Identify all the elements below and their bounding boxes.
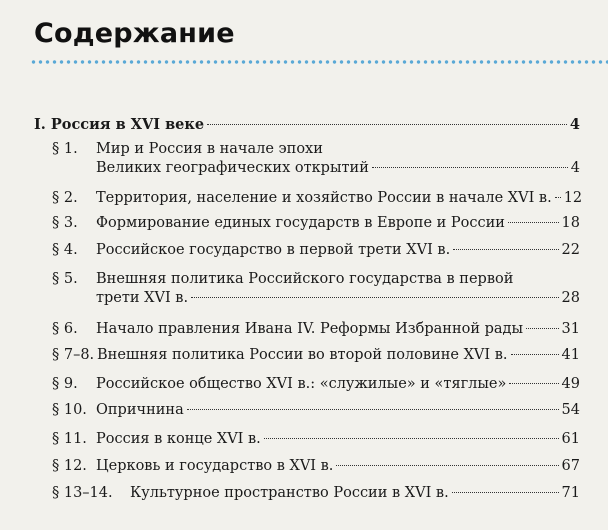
toc-entry[interactable]	[0, 430, 608, 449]
section-number: § 6.	[52, 321, 78, 337]
part-label: I. Россия в XVI веке	[34, 116, 205, 133]
page-number: 28	[561, 290, 580, 306]
page-title: Содержание	[34, 18, 235, 49]
page-number: 31	[561, 321, 580, 337]
page-number: 4	[569, 116, 580, 133]
section-title-line: Российское государство в первой трети XVI в.	[96, 242, 451, 258]
title-dotted-rule	[30, 58, 608, 66]
toc-entry[interactable]	[0, 320, 608, 339]
page-number: 54	[561, 402, 580, 418]
section-title	[96, 430, 580, 449]
section-number: § 7–8.	[52, 347, 95, 363]
section-title-line: Церковь и государство в XVI в.	[96, 458, 334, 474]
section-title	[96, 401, 580, 420]
toc-entry[interactable]	[0, 189, 608, 208]
page-number: 49	[561, 376, 580, 392]
page-number: 61	[561, 431, 580, 447]
section-number: § 3.	[52, 215, 78, 231]
section-number: § 9.	[52, 376, 78, 392]
toc-entry[interactable]	[0, 140, 608, 178]
toc-entry[interactable]	[0, 270, 608, 308]
toc-entry[interactable]	[0, 457, 608, 476]
toc-entry[interactable]	[0, 346, 608, 365]
dot-leader	[264, 438, 559, 439]
section-number: § 5.	[52, 271, 78, 287]
section-title-line: Мир и Россия в начале эпохи	[96, 141, 323, 157]
dot-leader	[191, 297, 558, 298]
dot-leader	[187, 409, 559, 410]
section-title-line: Формирование единых государств в Европе и России	[96, 215, 505, 231]
dot-leader	[452, 492, 559, 493]
page-number: 4	[570, 160, 580, 176]
section-number: § 12.	[52, 458, 87, 474]
section-title	[96, 241, 580, 260]
page-number: 18	[561, 215, 580, 231]
toc-entry[interactable]	[0, 214, 608, 233]
page-number: 12	[563, 190, 583, 206]
section-title-line: Внешняя политика России во второй половине XVI в.	[97, 347, 508, 363]
dot-leader	[555, 197, 561, 198]
section-title-line: Россия в конце XVI в.	[96, 431, 261, 447]
dot-leader	[526, 328, 559, 329]
section-title	[96, 457, 580, 476]
dot-leader	[508, 222, 559, 223]
section-title-line: Начало правления Ивана IV. Реформы Избранной рады	[96, 321, 524, 337]
dot-leader	[453, 249, 558, 250]
section-title-line: Культурное пространство России в XVI в.	[130, 485, 449, 501]
dot-leader	[372, 167, 568, 168]
toc-part-1[interactable]	[34, 115, 580, 134]
section-title	[96, 320, 580, 339]
section-number: § 2.	[52, 190, 78, 206]
page-number: 67	[561, 458, 580, 474]
section-title-line: Внешняя политика Российского государства в первой	[96, 271, 514, 287]
section-title-line: Великих географических открытий	[96, 160, 369, 176]
section-title	[96, 189, 583, 208]
section-number: § 1.	[52, 141, 78, 157]
dot-leader	[207, 124, 567, 125]
section-title-line: трети XVI в.	[96, 290, 189, 306]
section-number: § 10.	[52, 402, 87, 418]
section-title-line: Территория, население и хозяйство России в начале XVI в.	[96, 190, 552, 206]
section-number: § 11.	[52, 431, 87, 447]
section-title	[96, 375, 580, 394]
toc-entry[interactable]	[0, 375, 608, 394]
page-number: 22	[561, 242, 580, 258]
toc-entry[interactable]	[0, 401, 608, 420]
section-title	[130, 484, 580, 503]
section-title	[96, 270, 580, 308]
section-number: § 13–14.	[52, 485, 113, 501]
dot-leader	[336, 465, 558, 466]
section-title-line: Российское общество XVI в.: «служилые» и «тяглые»	[96, 376, 507, 392]
page-number: 41	[561, 347, 580, 363]
section-title	[97, 346, 580, 365]
section-title	[96, 214, 580, 233]
dot-leader	[511, 354, 559, 355]
section-title-line: Опричнина	[96, 402, 184, 418]
page-number: 71	[561, 485, 580, 501]
dot-leader	[509, 383, 558, 384]
section-number: § 4.	[52, 242, 78, 258]
section-title	[96, 140, 580, 178]
toc-entry[interactable]	[0, 484, 608, 503]
toc-entry[interactable]	[0, 241, 608, 260]
